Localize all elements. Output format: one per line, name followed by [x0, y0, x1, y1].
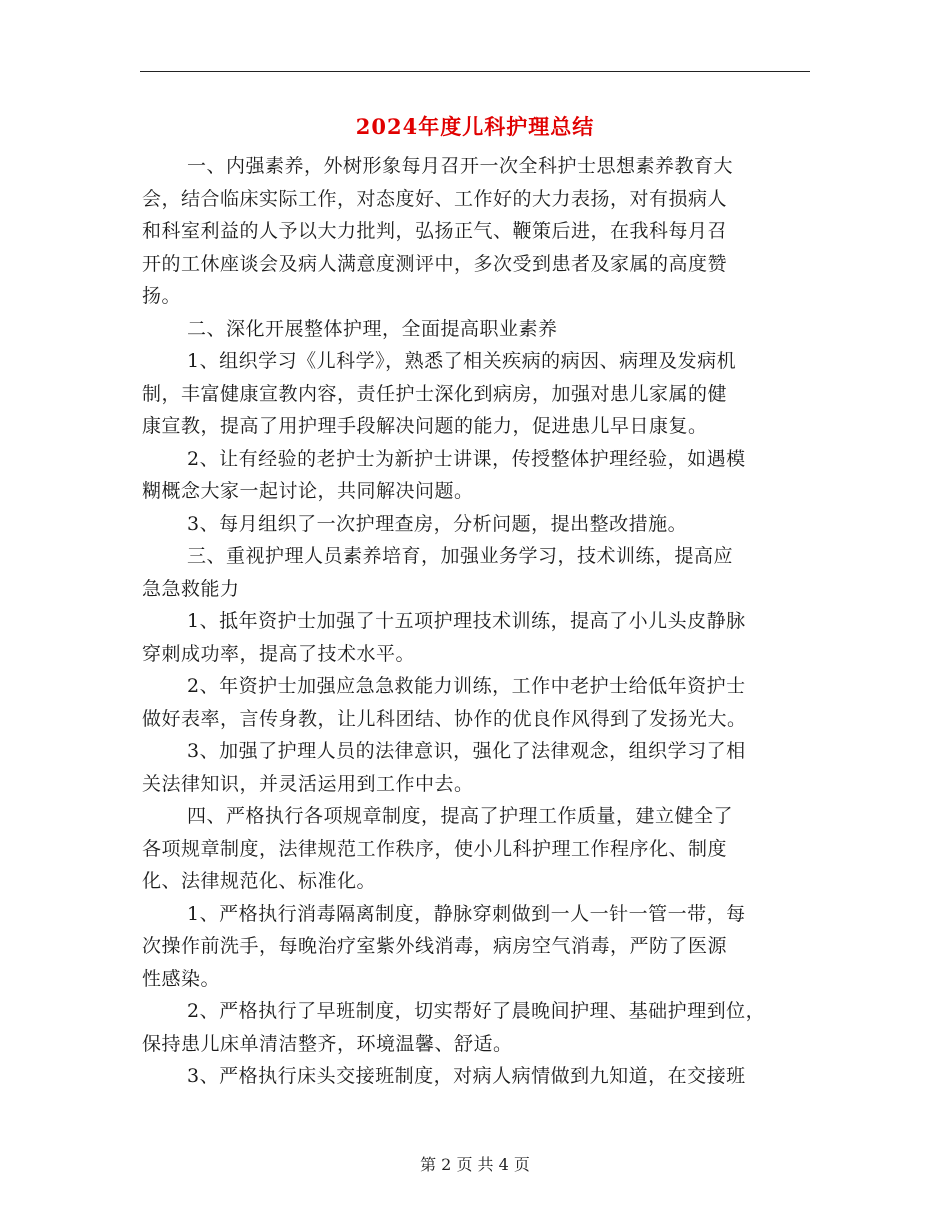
header-rule: [140, 71, 810, 72]
text-line: 1、严格执行消毒隔离制度，静脉穿刺做到一人一针一管一带，每: [187, 902, 746, 925]
document-title: 2024年度儿科护理总结: [355, 114, 595, 139]
text-line: 四、严格执行各项规章制度，提高了护理工作质量，建立健全了: [187, 805, 734, 827]
text-line: 一、内强素养，外树形象每月召开一次全科护士思想素养教育大: [187, 155, 734, 177]
document-body: [142, 150, 810, 1093]
text-line: 康宣教，提高了用护理手段解决问题的能力，促进患儿早日康复。: [142, 415, 708, 437]
text-line: 各项规章制度，法律规范工作秩序，使小儿科护理工作程序化、制度: [142, 837, 728, 860]
text-line: 性感染。: [142, 967, 221, 990]
text-line: 3、加强了护理人员的法律意识，强化了法律观念，组织学习了相: [187, 740, 746, 762]
text-line: 次操作前洗手，每晚治疗室紫外线消毒，病房空气消毒，严防了医源: [142, 935, 728, 957]
text-line: 会，结合临床实际工作，对态度好、工作好的大力表扬，对有损病人: [142, 187, 728, 210]
text-line: 化、法律规范化、标准化。: [142, 870, 377, 892]
text-line: 糊概念大家一起讨论，共同解决问题。: [142, 480, 474, 502]
text-line: 制，丰富健康宣教内容，责任护士深化到病房，加强对患儿家属的健: [142, 382, 728, 405]
text-line: 2、年资护士加强应急急救能力训练，工作中老护士给低年资护士: [187, 675, 746, 697]
text-line: 做好表率，言传身教，让儿科团结、协作的优良作风得到了发扬光大。: [142, 707, 747, 730]
text-line: 3、每月组织了一次护理查房，分析问题，提出整改措施。: [187, 512, 688, 535]
page-footer: 第 2 页 共 4 页: [420, 1155, 530, 1174]
text-line: 开的工休座谈会及病人满意度测评中，多次受到患者及家属的高度赞: [142, 252, 728, 275]
text-line: 二、深化开展整体护理，全面提高职业素养: [187, 317, 558, 340]
text-line: 关法律知识，并灵活运用到工作中去。: [142, 772, 474, 795]
text-line: 急急救能力: [142, 577, 240, 600]
text-line: 1、组织学习《儿科学》，熟悉了相关疾病的病因、病理及发病机: [187, 350, 737, 372]
text-line: 2、严格执行了早班制度，切实帮好了晨晚间护理、基础护理到位，: [187, 1000, 766, 1022]
text-line: 1、抵年资护士加强了十五项护理技术训练，提高了小儿头皮静脉: [187, 610, 746, 632]
text-line: 穿刺成功率，提高了技术水平。: [142, 642, 416, 665]
text-line: 和科室利益的人予以大力批判，弘扬正气、鞭策后进，在我科每月召: [142, 220, 728, 242]
text-line: 3、严格执行床头交接班制度，对病人病情做到九知道，在交接班: [187, 1065, 746, 1087]
text-line: 保持患儿床单清洁整齐，环境温馨、舒适。: [142, 1032, 513, 1055]
text-line: 扬。: [142, 285, 182, 307]
text-line: 2、让有经验的老护士为新护士讲课，传授整体护理经验，如遇模: [187, 447, 746, 470]
text-line: 三、重视护理人员素养培育，加强业务学习，技术训练，提高应: [187, 545, 734, 567]
